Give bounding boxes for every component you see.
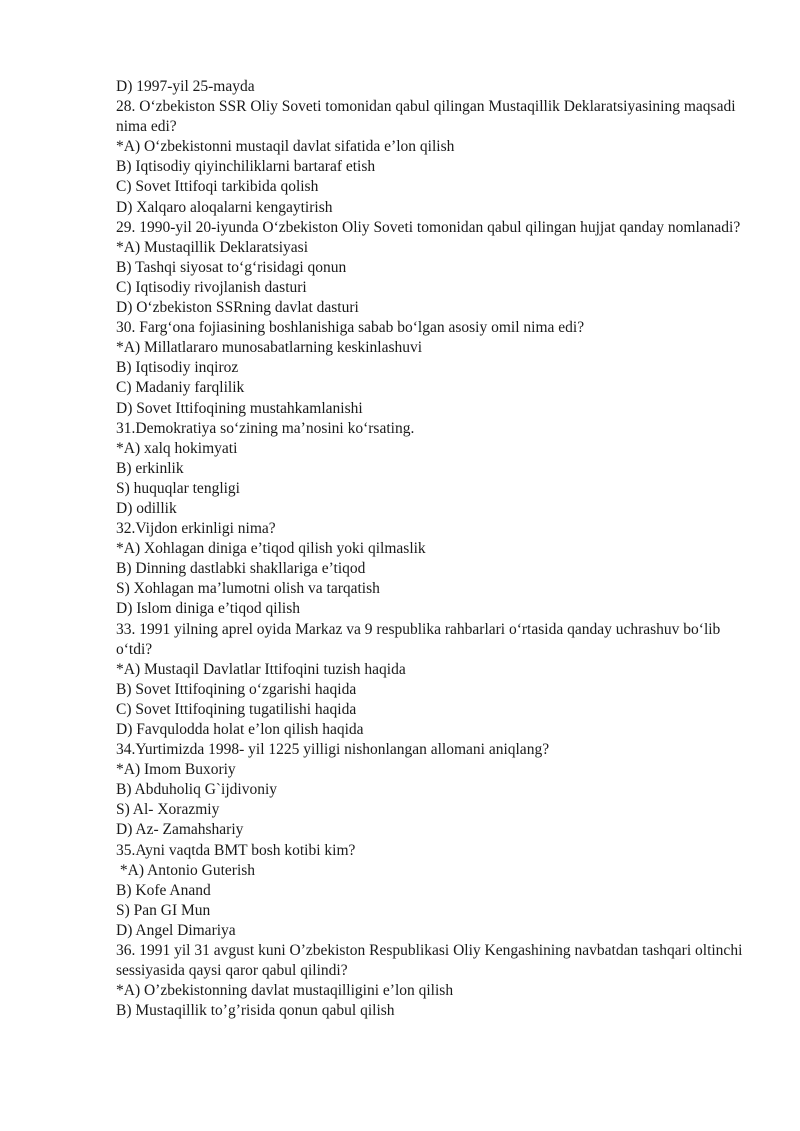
answer-option-correct: *A) Antonio Guterish [116, 861, 256, 879]
answer-option: B) Mustaqillik to’g’risida qonun qabul qilish [116, 1002, 395, 1020]
answer-option: C) Sovet Ittifoqining tugatilishi haqida [116, 700, 357, 718]
answer-option-correct: *A) Mustaqil Davlatlar Ittifoqini tuzish haqida [116, 660, 406, 678]
answer-option-correct: *A) O‘zbekistonni mustaqil davlat sifatida e’lon qilish [116, 138, 455, 156]
question-31: 31.Demokratiya so‘zining ma’nosini ko‘rsating. [116, 419, 415, 437]
answer-option-correct: *A) Millatlararo munosabatlarning keskinlashuvi [116, 339, 423, 357]
answer-option: C) Sovet Ittifoqi tarkibida qolish [116, 178, 319, 196]
answer-option: B) Iqtisodiy qiyinchiliklarni bartaraf etish [116, 158, 376, 176]
answer-option-correct: *A) Xohlagan diniga e’tiqod qilish yoki qilmaslik [116, 540, 426, 558]
answer-option: S) Al- Xorazmiy [116, 801, 220, 819]
answer-option: C) Iqtisodiy rivojlanish dasturi [116, 278, 307, 296]
question-29: 29. 1990-yil 20-iyunda O‘zbekiston Oliy Soveti tomonidan qabul qilingan hujjat qanday nomlanadi? [116, 218, 741, 236]
answer-option: D) Az- Zamahshariy [116, 821, 244, 839]
answer-option: B) erkinlik [116, 459, 184, 477]
answer-option: D) Favqulodda holat e’lon qilish haqida [116, 721, 364, 738]
answer-option: D) Sovet Ittifoqining mustahkamlanishi [116, 399, 363, 417]
question-30: 30. Farg‘ona fojiasining boshlanishiga sabab bo‘lgan asosiy omil nima edi? [116, 319, 585, 337]
answer-option: B) Sovet Ittifoqining o‘zgarishi haqida [116, 680, 357, 698]
question-32: 32.Vijdon erkinligi nima? [116, 520, 276, 538]
answer-option: B) Tashqi siyosat to‘g‘risidagi qonun [116, 258, 347, 276]
question-33: 33. 1991 yilning aprel oyida Markaz va 9 respublika rahbarlari o‘rtasida qanday uchrashuv bo‘lib o‘tdi? [116, 620, 725, 658]
answer-option: B) Kofe Anand [116, 881, 211, 899]
answer-option: D) odillik [116, 499, 177, 517]
answer-option-correct: *A) Mustaqillik Deklaratsiyasi [116, 238, 308, 256]
answer-option-correct: *A) Imom Buxoriy [116, 761, 236, 779]
answer-option: S) Pan GI Mun [116, 901, 211, 919]
question-35: 35.Ayni vaqtda BMT bosh kotibi kim? [116, 841, 356, 859]
answer-option: C) Madaniy farqlilik [116, 379, 245, 397]
answer-option: D) Angel Dimariya [116, 921, 236, 939]
answer-option: B) Abduholiq G`ijdivoniy [116, 781, 278, 799]
question-28: 28. O‘zbekiston SSR Oliy Soveti tomonidan qabul qilingan Mustaqillik Deklaratsiyasining maqsadi nima edi? [116, 98, 740, 136]
question-36: 36. 1991 yil 31 avgust kuni O’zbekiston Respublikasi Oliy Kengashining navbatdan tashqari oltinchi sessiyasida qaysi qaror qabul qilindi? [116, 942, 747, 980]
quiz-text [116, 77, 746, 1021]
answer-option: D) Xalqaro aloqalarni kengaytirish [116, 198, 333, 216]
answer-option: D) O‘zbekiston SSRning davlat dasturi [116, 299, 359, 317]
answer-option: D) 1997-yil 25-mayda [116, 78, 255, 95]
answer-option: B) Dinning dastlabki shakllariga e’tiqod [116, 560, 366, 578]
answer-option: D) Islom diniga e’tiqod qilish [116, 600, 300, 618]
question-34: 34.Yurtimizda 1998- yil 1225 yilligi nishonlangan allomani aniqlang? [116, 741, 550, 759]
answer-option-correct: *A) xalq hokimyati [116, 439, 238, 457]
answer-option-correct: *A) O’zbekistonning davlat mustaqilligini e’lon qilish [116, 982, 454, 1000]
answer-option: S) Xohlagan ma’lumotni olish va tarqatish [116, 580, 380, 598]
answer-option: S) huquqlar tengligi [116, 479, 240, 497]
answer-option: B) Iqtisodiy inqiroz [116, 359, 239, 377]
